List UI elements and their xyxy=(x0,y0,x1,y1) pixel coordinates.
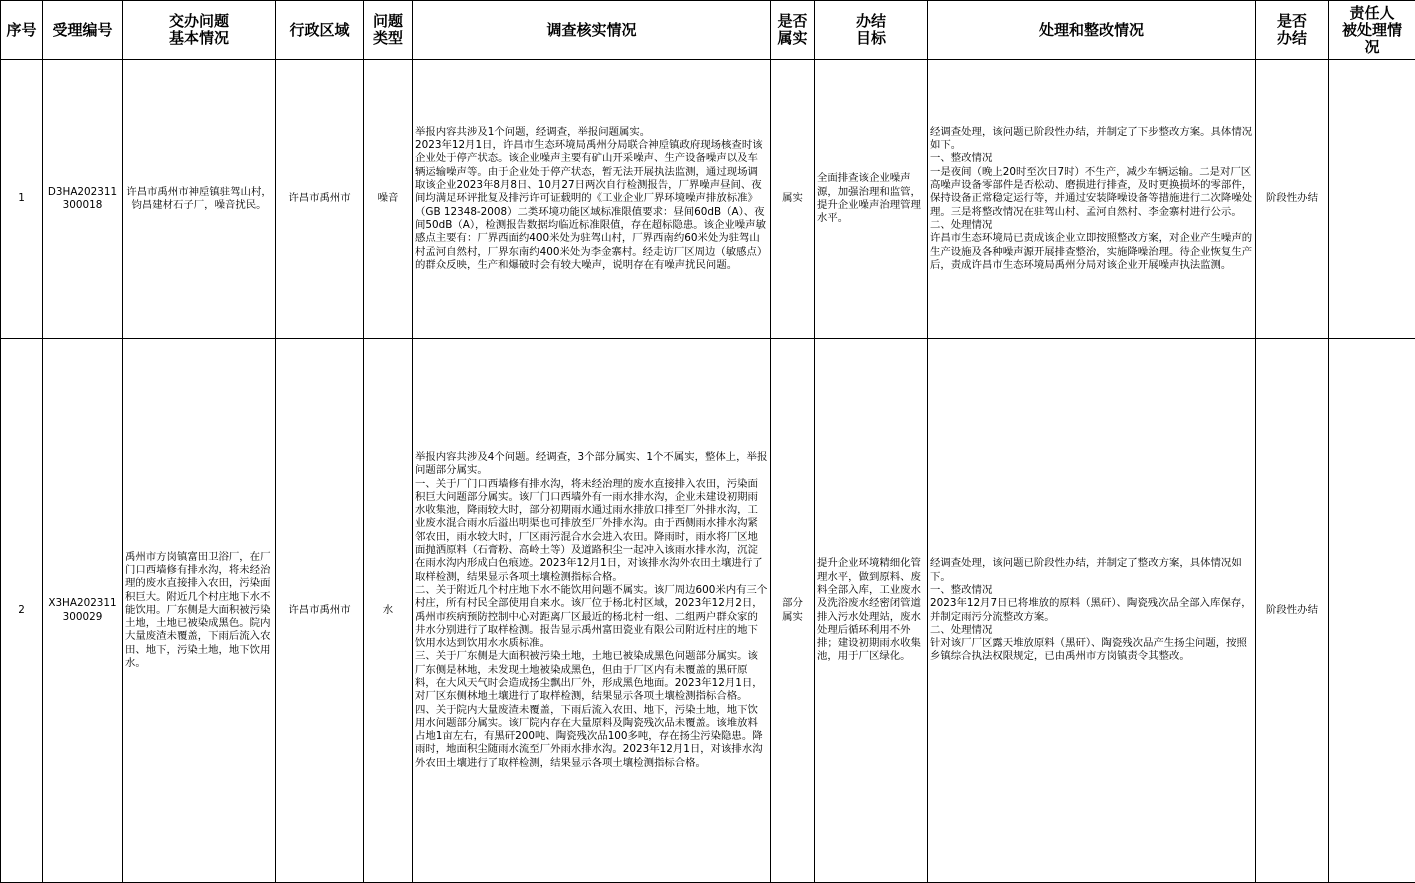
cell-closed: 阶段性办结 xyxy=(1256,60,1329,339)
header-row xyxy=(1,1,1415,60)
cell-id: D3HA202311 300018 xyxy=(43,60,123,339)
header-verified: 是否 属实 xyxy=(771,1,815,60)
cell-verified: 部分 属实 xyxy=(771,339,815,883)
header-goal: 办结 目标 xyxy=(815,1,928,60)
cell-region: 许昌市禹州市 xyxy=(276,339,364,883)
cell-seq: 1 xyxy=(1,60,43,339)
header-id: 受理编号 xyxy=(43,1,123,60)
header-seq: 序号 xyxy=(1,1,43,60)
cell-seq: 2 xyxy=(1,339,43,883)
table-row xyxy=(1,339,1415,883)
table-row xyxy=(1,60,1415,339)
header-handling: 处理和整改情况 xyxy=(928,1,1256,60)
header-investigation: 调查核实情况 xyxy=(413,1,771,60)
cell-region: 许昌市禹州市 xyxy=(276,60,364,339)
header-closed: 是否 办结 xyxy=(1256,1,1329,60)
cell-basic: 许昌市禹州市神垕镇驻驾山村，钧昌建材石子厂，噪音扰民。 xyxy=(123,60,276,339)
cell-verified: 属实 xyxy=(771,60,815,339)
cell-closed: 阶段性办结 xyxy=(1256,339,1329,883)
cell-basic: 禹州市方岗镇富田卫浴厂，在厂门口西墙修有排水沟，将未经治理的废水直接排入农田，污染面积巨大。附近几个村庄地下水不能饮用。厂东侧是大面积被污染土地，土地已被染成黑色。院内大量废渣未覆盖，下雨后流入农田、地下，污染土地，地下饮用水。 xyxy=(123,339,276,883)
cell-goal: 全面排查该企业噪声源，加强治理和监管，提升企业噪声治理管理水平。 xyxy=(815,60,928,339)
cell-handling: 经调查处理，该问题已阶段性办结，并制定了整改方案，具体情况如下。 一、整改情况 2023年12月7日已将堆放的原料（黑矸）、陶瓷残次品全部入库保存，并制定雨污分流整改方案。 二、处理情况 针对该厂厂区露天堆放原料（黑矸）、陶瓷残次品产生扬尘问题，按照乡镇综合执法权限规定，已由禹州市方岗镇责令其整改。 xyxy=(928,339,1256,883)
cell-responsible xyxy=(1329,339,1415,883)
cell-responsible xyxy=(1329,60,1415,339)
cell-handling: 经调查处理，该问题已阶段性办结，并制定了下步整改方案。具体情况如下。 一、整改情况 一是夜间（晚上20时至次日7时）不生产，减少车辆运输。二是对厂区高噪声设备零部件是否松动、磨损进行排查，及时更换损坏的零部件，保持设备正常稳定运行等，并通过安装降噪设备等措施进行二次降噪处理。三是将整改情况在驻驾山村、孟河自然村、李金寨村进行公示。 二、处理情况 许昌市生态环境局已责成该企业立即按照整改方案，对企业产生噪声的生产设施及各种噪声源开展排查整治，实施降噪治理。待企业恢复生产后，责成许昌市生态环境局禹州分局对该企业开展噪声执法监测。 xyxy=(928,60,1256,339)
header-region: 行政区域 xyxy=(276,1,364,60)
cell-investigation: 举报内容共涉及4个问题。经调查，3个部分属实、1个不属实，整体上，举报问题部分属实。 一、关于厂门口西墙修有排水沟，将未经治理的废水直接排入农田，污染面积巨大问题部分属实。该厂门口西墙外有一雨水排水沟，企业未建设初期雨水收集池，降雨较大时，部分初期雨水通过雨水排放口排至厂外排水沟，工业废水混合雨水后溢出明渠也可排放至厂外排水沟。由于西侧雨水排水沟紧邻农田，雨水较大时，厂区雨污混合水会进入农田。降雨时，雨水将厂区地面抛洒原料（石膏粉、高岭土等）及道路积尘一起冲入该雨水排水沟，沉淀在雨水沟内形成白色痕迹。2023年12月1日，对该排水沟外农田土壤进行了取样检测，结果显示各项土壤检测指标合格。 二、关于附近几个村庄地下水不能饮用问题不属实。该厂周边600米内有三个村庄，所有村民全部使用自来水。该厂位于杨北村区域，2023年12月2日，禹州市疾病预防控制中心对距离厂区最近的杨北村一组、二组两户群众家的井水分别进行了取样检测。报告显示禹州富田瓷业有限公司附近村庄的地下饮用水达到饮用水水质标准。 三、关于厂东侧是大面积被污染土地，土地已被染成黑色问题部分属实。该厂东侧是林地，未发现土地被染成黑色，但由于厂区内有未覆盖的黑矸原料，在大风天气时会造成扬尘飘出厂外，形成黑色地面。2023年12月1日，对厂区东侧林地土壤进行了取样检测，结果显示各项土壤检测指标合格。 四、关于院内大量废渣未覆盖，下雨后流入农田、地下，污染土地，地下饮用水问题部分属实。该厂院内存在大量原料及陶瓷残次品未覆盖。该堆放料占地1亩左右，有黑矸200吨、陶瓷残次品100多吨，存在扬尘污染隐患。降雨时，地面积尘随雨水流至厂外雨水排水沟。2023年12月1日，对该排水沟外农田土壤进行了取样检测，结果显示各项土壤检测指标合格。 xyxy=(413,339,771,883)
cell-type: 水 xyxy=(364,339,413,883)
cell-id: X3HA202311 300029 xyxy=(43,339,123,883)
cell-investigation: 举报内容共涉及1个问题，经调查，举报问题属实。 2023年12月1日，许昌市生态环境局禹州分局联合神垕镇政府现场核查时该企业处于停产状态。该企业噪声主要有矿山开采噪声、生产设备噪声以及车辆运输噪声等。由于企业处于停产状态，暂无法开展执法监测，通过现场调取该企业2023年8月8日、10月27日两次自行检测报告，厂界噪声昼间、夜间均满足环评批复及排污许可证载明的《工业企业厂界环境噪声排放标准》（GB 12348-2008）二类环境功能区域标准限值要求：昼间60dB（A）、夜间50dB（A），检测报告数据均临近标准限值，存在超标隐患。该企业噪声敏感点主要有：厂界西面约400米处为驻驾山村，厂界西南约60米处为驻驾山村孟河自然村，厂界东南约400米处为李金寨村。经走访厂区周边（敏感点）的群众反映，生产和爆破时会有较大噪声，说明存在有噪声扰民问题。 xyxy=(413,60,771,339)
header-responsible: 责任人 被处理情 况 xyxy=(1329,1,1415,60)
cell-type: 噪音 xyxy=(364,60,413,339)
cell-goal: 提升企业环境精细化管理水平，做到原料、废料全部入库，工业废水及洗浴废水经密闭管道排入污水处理站，废水处理后循环利用不外排；建设初期雨水收集池，用于厂区绿化。 xyxy=(815,339,928,883)
header-basic: 交办问题 基本情况 xyxy=(123,1,276,60)
header-type: 问题 类型 xyxy=(364,1,413,60)
